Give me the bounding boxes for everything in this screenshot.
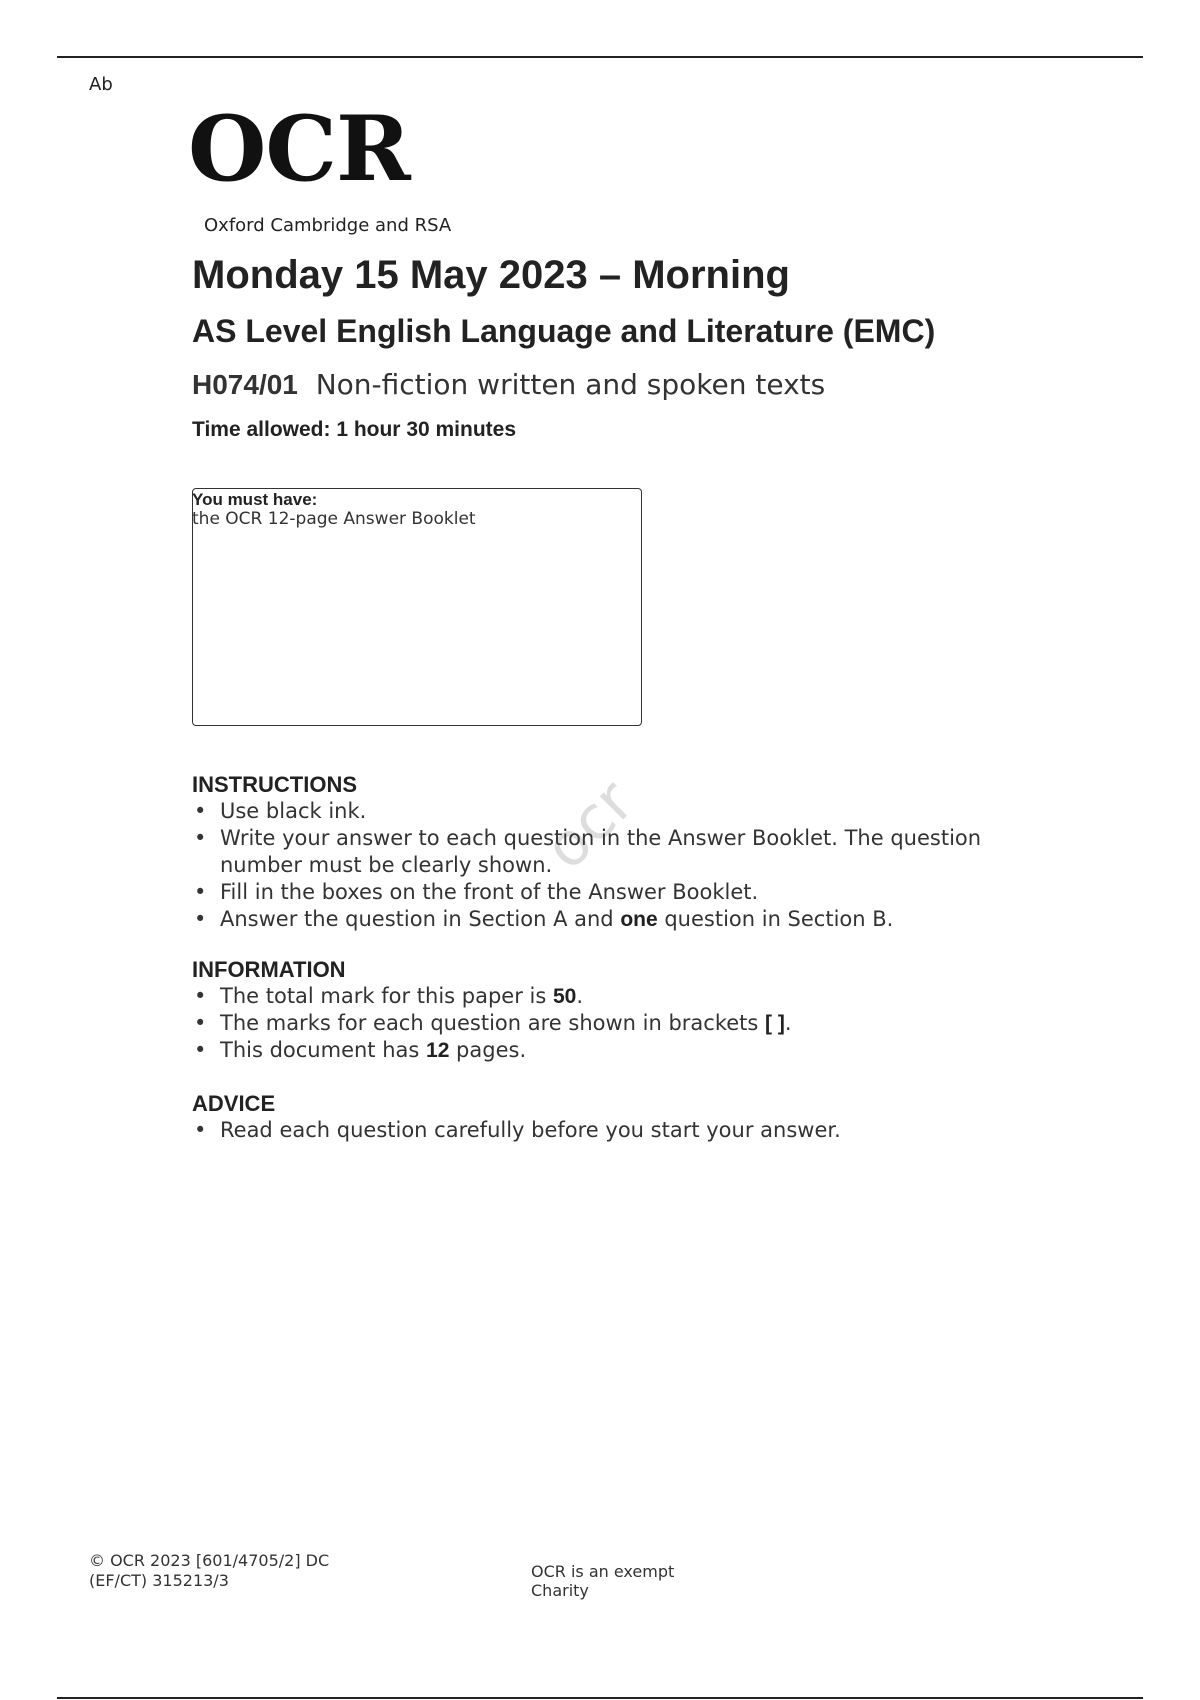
list-item: • Answer the question in Section A and one question in Section B.	[194, 907, 894, 931]
paper-code-row	[192, 368, 825, 401]
top-rule	[57, 56, 1143, 58]
list-item: • Fill in the boxes on the front of the Answer Booklet.	[194, 880, 759, 904]
list-item: • This document has 12 pages.	[194, 1038, 527, 1062]
instructions-heading: INSTRUCTIONS	[192, 772, 357, 797]
footer-copyright: © OCR 2023 [601/4705/2] DC (EF/CT) 315213/3	[89, 1551, 330, 1590]
ocr-logo	[188, 96, 410, 202]
information-heading: INFORMATION	[192, 957, 346, 982]
watermark: ocr	[531, 766, 648, 884]
exam-date: Monday 15 May 2023 – Morning	[192, 253, 790, 297]
list-item: • The marks for each question are shown in brackets [ ].	[194, 1011, 792, 1035]
information-list	[192, 983, 1050, 1064]
list-item: • Read each question carefully before you start your answer.	[194, 1118, 841, 1142]
instructions-section	[192, 772, 1050, 933]
logo-tagline: Oxford Cambridge and RSA	[204, 215, 452, 236]
advice-section	[192, 1091, 1050, 1144]
instructions-list	[192, 798, 1050, 933]
paper-title: Non-fiction written and spoken texts	[315, 368, 826, 401]
logo-mark: OCR	[188, 96, 410, 202]
bottom-rule	[57, 1697, 1143, 1699]
list-item: • Write your answer to each question in the Answer Booklet. The question number must be clearly shown.	[194, 826, 982, 877]
corner-text: Ab	[89, 74, 113, 95]
list-item: • Use black ink.	[194, 799, 367, 823]
footer-charity: OCR is an exempt Charity	[531, 1562, 675, 1600]
must-have-item: the OCR 12-page Answer Booklet	[192, 509, 476, 529]
time-allowed: Time allowed: 1 hour 30 minutes	[192, 418, 517, 441]
paper-code: H074/01	[192, 369, 298, 400]
advice-heading: ADVICE	[192, 1091, 276, 1116]
exam-subject: AS Level English Language and Literature (EMC)	[192, 313, 936, 349]
must-have-title: You must have:	[192, 490, 318, 509]
advice-list	[192, 1117, 1050, 1144]
list-item: • The total mark for this paper is 50.	[194, 984, 584, 1008]
information-section	[192, 957, 1050, 1064]
